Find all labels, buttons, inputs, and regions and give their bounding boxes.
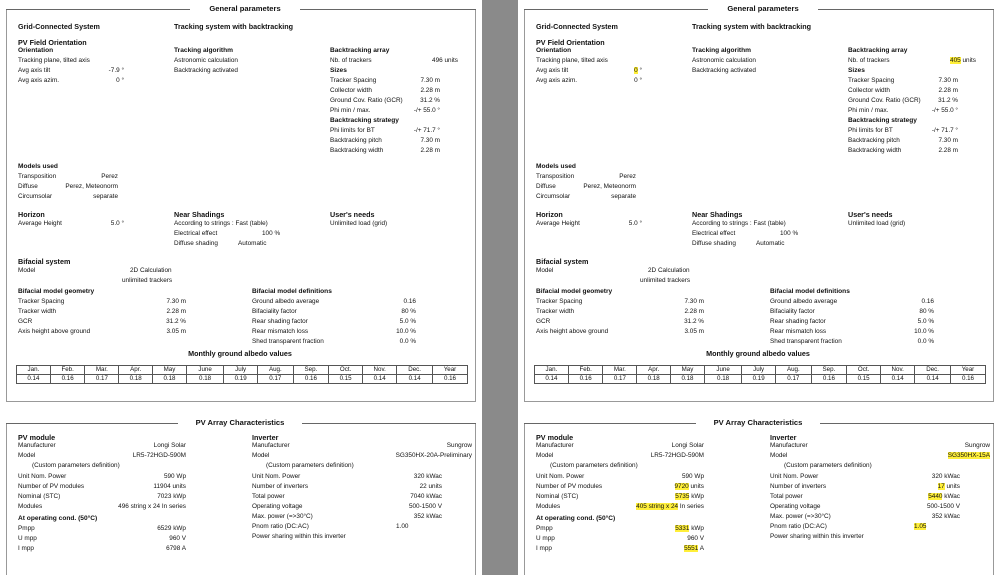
diffuse-label: Diffuse [536,183,556,190]
albedo-month-cell: Oct. [847,366,881,375]
albedo-value-cell: 0.18 [186,375,223,384]
inverter-unit-power-label: Unit Nom. Power [770,473,819,480]
ground-albedo-label: Ground albedo average [252,298,320,305]
albedo-month-cell: Year [432,366,467,375]
inverter-unit-power-label: Unit Nom. Power [252,473,301,480]
albedo-value-row [535,375,986,384]
modules-label: Modules [18,503,43,510]
bifacial-gcr-label: GCR [536,318,551,325]
circumsolar-label: Circumsolar [536,193,571,200]
rear-shading-value: 5.0 % [399,318,416,325]
sizes-heading: Sizes [330,67,347,74]
trackers-count-value: 496 units [432,57,458,64]
horizon-heading: Horizon [536,210,563,219]
bifacial-model-value2: unlimited trackers [122,277,173,284]
albedo-month-cell: Mar. [85,366,119,375]
transposition-label: Transposition [18,173,57,180]
umpp-value: 960 V [169,535,186,542]
backtracking-width-value: 2.28 m [938,147,958,154]
impp-value: 5551 A [684,545,704,552]
ground-albedo-value: 0.16 [403,298,416,305]
bifaciality-value: 80 % [401,308,416,315]
inverter-model-label: Model [252,452,270,459]
shed-fraction-label: Shed transparent fraction [252,338,324,345]
transposition-label: Transposition [536,173,575,180]
tracking-plane-text: Tracking plane, tilted axis [18,57,90,64]
power-sharing-text: Power sharing within this inverter [252,533,346,540]
albedo-value-cell: 0.15 [847,375,881,384]
bifacial-system-heading: Bifacial system [536,257,589,266]
axis-azimuth-value: 0 ° [116,77,124,84]
sizes-heading: Sizes [848,67,865,74]
axis-azimuth-label: Avg axis azim. [536,77,578,84]
albedo-month-cell: July [224,366,258,375]
albedo-value-cell: 0.17 [776,375,812,384]
collector-width-label: Collector width [848,87,890,94]
pv-module-heading: PV module [536,433,574,442]
tracking-system-title: Tracking system with backtracking [692,22,812,31]
bifacial-spacing-value: 7.30 m [166,298,186,305]
inverter-count-label: Number of inverters [770,483,827,490]
albedo-value-cell: 0.18 [671,375,705,384]
bifacial-spacing-label: Tracker Spacing [18,298,65,305]
collector-width-value: 2.28 m [420,87,440,94]
albedo-month-cell: June [704,366,741,375]
albedo-value-cell: 0.19 [224,375,258,384]
users-needs-value: Unlimited load (grid) [848,220,906,227]
module-model-label: Model [536,452,554,459]
tracking-algorithm-heading: Tracking algorithm [174,47,233,54]
bifacial-model-label: Model [18,267,36,274]
albedo-value-cell: 0.18 [153,375,187,384]
bifacial-model-value: 2D Calculation [648,267,690,274]
tracking-algorithm-line2: Backtracking activated [692,67,756,74]
bifacial-width-label: Tracker width [536,308,575,315]
module-unit-power-value: 590 Wp [163,473,186,480]
bifaciality-label: Bifaciality factor [252,308,297,315]
pmpp-label: Pmpp [536,525,553,532]
ground-albedo-label: Ground albedo average [770,298,838,305]
diffuse-shading-value: Automatic [756,240,785,247]
collector-width-label: Collector width [330,87,372,94]
module-manufacturer-label: Manufacturer [536,442,574,449]
inverter-count-label: Number of inverters [252,483,309,490]
total-power-label: Total power [770,493,803,500]
circumsolar-value: separate [611,193,636,200]
general-parameters-title: General parameters [708,4,818,14]
tracker-spacing-value: 7.30 m [938,77,958,84]
axis-tilt-value: 0 ° [634,67,642,74]
albedo-month-row [17,366,468,375]
albedo-month-cell: Sep. [293,366,329,375]
shed-fraction-value: 0.0 % [399,338,416,345]
grid-system-label: Grid-Connected System [18,22,100,31]
diffuse-shading-label: Diffuse shading [692,240,736,247]
albedo-value-cell: 0.14 [915,375,951,384]
module-count-label: Number of PV modules [18,483,85,490]
module-manufacturer-value: Longi Solar [153,442,186,449]
general-parameters-title: General parameters [190,4,300,14]
backtracking-array-heading: Backtracking array [848,47,908,54]
albedo-value-cell: 0.16 [950,375,985,384]
bifacial-definitions-heading: Bifacial model definitions [252,288,332,295]
axis-height-value: 3.05 m [166,328,186,335]
inverter-manufacturer-value: Sungrow [964,442,990,449]
impp-value: 6798 A [166,545,186,552]
operating-voltage-value: 500-1500 V [926,503,960,510]
operating-voltage-label: Operating voltage [770,503,821,510]
module-count-value: 11904 units [153,483,186,490]
tracker-spacing-value: 7.30 m [420,77,440,84]
users-needs-value: Unlimited load (grid) [330,220,388,227]
total-power-value: 7040 kWac [410,493,442,500]
axis-azimuth-value: 0 ° [634,77,642,84]
electrical-effect-value: 100 % [262,230,281,237]
operating-voltage-value: 500-1500 V [408,503,442,510]
tracking-algorithm-line1: Astronomic calculation [174,57,238,64]
diffuse-shading-label: Diffuse shading [174,240,218,247]
phi-limits-value: -/+ 71.7 ° [931,127,958,134]
albedo-month-cell: Aug. [776,366,812,375]
near-shadings-heading: Near Shadings [174,210,225,219]
pv-array-title: PV Array Characteristics [178,418,302,428]
albedo-month-row [535,366,986,375]
users-needs-heading: User's needs [848,210,893,219]
impp-label: I mpp [536,545,552,552]
gcr-label: Ground Cov. Ratio (GCR) [848,97,921,104]
albedo-value-cell: 0.17 [258,375,294,384]
albedo-month-cell: Nov. [880,366,914,375]
rear-shading-label: Rear shading factor [770,318,826,325]
bifacial-model-value: 2D Calculation [130,267,172,274]
axis-height-label: Axis height above ground [536,328,609,335]
module-unit-power-label: Unit Nom. Power [536,473,585,480]
inverter-manufacturer-value: Sungrow [446,442,472,449]
albedo-value-row [17,375,468,384]
max-power-label: Max. power (=>30°C) [770,513,831,520]
impp-label: I mpp [18,545,34,552]
bifacial-model-label: Model [536,267,554,274]
diffuse-value: Perez, Meteonorm [65,183,118,190]
bifacial-gcr-value: 31.2 % [684,318,704,325]
albedo-month-cell: Aug. [258,366,294,375]
bifacial-geometry-heading: Bifacial model geometry [536,288,613,295]
pv-array-title: PV Array Characteristics [696,418,820,428]
pv-module-heading: PV module [18,433,56,442]
tracker-spacing-label: Tracker Spacing [330,77,377,84]
tracking-system-title: Tracking system with backtracking [174,22,294,31]
albedo-value-cell: 0.14 [17,375,51,384]
inverter-model-value: SG350HX-20A-Preliminary [395,452,472,459]
albedo-month-cell: Year [950,366,985,375]
phi-limits-label: Phi limits for BT [848,127,893,134]
inverter-unit-power-value: 320 kWac [931,473,960,480]
inverter-manufacturer-label: Manufacturer [252,442,290,449]
modules-value: 496 string x 24 In series [118,503,186,510]
near-shadings-heading: Near Shadings [692,210,743,219]
albedo-value-cell: 0.15 [329,375,363,384]
near-shadings-line1: According to strings : Fast (table) [692,220,786,227]
bifacial-spacing-value: 7.30 m [684,298,704,305]
albedo-month-cell: Oct. [329,366,363,375]
backtracking-width-label: Backtracking width [848,147,902,154]
albedo-value-cell: 0.16 [568,375,603,384]
near-shadings-line1: According to strings : Fast (table) [174,220,268,227]
module-count-label: Number of PV modules [536,483,603,490]
orientation-heading: Orientation [536,47,572,54]
rear-mismatch-label: Rear mismatch loss [770,328,827,335]
bifacial-width-value: 2.28 m [684,308,704,315]
monthly-albedo-table [16,365,468,384]
report-page-left [0,0,482,575]
trackers-count-label: Nb. of trackers [848,57,890,64]
rear-mismatch-value: 10.0 % [914,328,934,335]
bifacial-gcr-label: GCR [18,318,33,325]
bifacial-gcr-value: 31.2 % [166,318,186,325]
pnom-ratio-label: Pnom ratio (DC:AC) [252,523,309,530]
report-page-right [518,0,1000,575]
pv-field-orientation-heading: PV Field Orientation [536,38,605,47]
pmpp-value: 5331 kWp [675,525,704,532]
albedo-month-cell: Feb. [50,366,85,375]
diffuse-label: Diffuse [18,183,38,190]
umpp-value: 960 V [687,535,704,542]
nominal-stc-label: Nominal (STC) [536,493,579,500]
nominal-stc-value: 5735 kWp [675,493,704,500]
modules-value: 405 string x 24 In series [636,503,704,510]
albedo-month-cell: May [671,366,705,375]
modules-label: Modules [536,503,561,510]
inverter-custom-definition: (Custom parameters definition) [266,462,354,469]
phi-minmax-label: Phi min / max. [848,107,889,114]
albedo-value-cell: 0.18 [704,375,741,384]
albedo-value-cell: 0.16 [811,375,847,384]
nominal-stc-value: 7023 kWp [157,493,186,500]
umpp-label: U mpp [18,535,37,542]
albedo-month-cell: June [186,366,223,375]
operating-cond-heading: At operating cond. (50°C) [18,515,98,522]
bifaciality-label: Bifaciality factor [770,308,815,315]
albedo-value-cell: 0.17 [603,375,637,384]
albedo-month-cell: Apr. [637,366,671,375]
phi-minmax-label: Phi min / max. [330,107,371,114]
backtracking-pitch-label: Backtracking pitch [330,137,382,144]
trackers-count-label: Nb. of trackers [330,57,372,64]
circumsolar-value: separate [93,193,118,200]
albedo-value-cell: 0.16 [50,375,85,384]
module-count-value: 9720 units [674,483,704,490]
albedo-value-cell: 0.14 [535,375,569,384]
axis-height-label: Axis height above ground [18,328,91,335]
tracking-plane-text: Tracking plane, tilted axis [536,57,608,64]
albedo-value-cell: 0.14 [397,375,433,384]
umpp-label: U mpp [536,535,555,542]
albedo-month-cell: Feb. [568,366,603,375]
bifacial-width-value: 2.28 m [166,308,186,315]
trackers-count-value: 405 units [950,57,976,64]
albedo-month-cell: July [742,366,776,375]
total-power-label: Total power [252,493,285,500]
ground-albedo-value: 0.16 [921,298,934,305]
albedo-value-cell: 0.14 [362,375,396,384]
phi-minmax-value: -/+ 55.0 ° [931,107,958,114]
backtracking-pitch-value: 7.30 m [420,137,440,144]
albedo-month-cell: Dec. [397,366,433,375]
albedo-month-cell: Mar. [603,366,637,375]
axis-tilt-label: Avg axis tilt [18,67,51,74]
electrical-effect-label: Electrical effect [692,230,736,237]
monthly-albedo-table [534,365,986,384]
module-manufacturer-value: Longi Solar [671,442,704,449]
orientation-heading: Orientation [18,47,54,54]
tracking-algorithm-heading: Tracking algorithm [692,47,751,54]
albedo-month-cell: Jan. [535,366,569,375]
tracking-algorithm-line2: Backtracking activated [174,67,238,74]
backtracking-array-heading: Backtracking array [330,47,390,54]
inverter-heading: Inverter [252,433,279,442]
power-sharing-text: Power sharing within this inverter [770,533,864,540]
max-power-value: 352 kWac [413,513,442,520]
users-needs-heading: User's needs [330,210,375,219]
bifacial-spacing-label: Tracker Spacing [536,298,583,305]
albedo-month-cell: Nov. [362,366,396,375]
gcr-label: Ground Cov. Ratio (GCR) [330,97,403,104]
module-custom-definition: (Custom parameters definition) [550,462,638,469]
albedo-month-cell: Apr. [119,366,153,375]
backtracking-strategy-heading: Backtracking strategy [848,117,917,124]
module-model-label: Model [18,452,36,459]
phi-minmax-value: -/+ 55.0 ° [413,107,440,114]
gcr-value: 31.2 % [420,97,440,104]
pnom-ratio-value: 1.05 [914,523,927,530]
tracker-spacing-label: Tracker Spacing [848,77,895,84]
diffuse-value: Perez, Meteonorm [583,183,636,190]
operating-voltage-label: Operating voltage [252,503,303,510]
shed-fraction-value: 0.0 % [917,338,934,345]
axis-height-value: 3.05 m [684,328,704,335]
inverter-unit-power-value: 320 kWac [413,473,442,480]
inverter-heading: Inverter [770,433,797,442]
electrical-effect-value: 100 % [780,230,799,237]
phi-limits-value: -/+ 71.7 ° [413,127,440,134]
average-height-value: 5.0 ° [110,220,124,227]
inverter-manufacturer-label: Manufacturer [770,442,808,449]
average-height-label: Average Height [18,220,62,227]
inverter-count-value: 22 units [419,483,442,490]
module-custom-definition: (Custom parameters definition) [32,462,120,469]
pnom-ratio-label: Pnom ratio (DC:AC) [770,523,827,530]
electrical-effect-label: Electrical effect [174,230,218,237]
max-power-value: 352 kWac [931,513,960,520]
transposition-value: Perez [101,173,118,180]
bifacial-system-heading: Bifacial system [18,257,71,266]
total-power-value: 5440 kWac [928,493,960,500]
axis-tilt-label: Avg axis tilt [536,67,569,74]
circumsolar-label: Circumsolar [18,193,53,200]
monthly-albedo-heading: Monthly ground albedo values [188,349,292,358]
module-unit-power-value: 590 Wp [681,473,704,480]
module-model-value: LR5-72HGD-590M [132,452,186,459]
rear-shading-value: 5.0 % [917,318,934,325]
phi-limits-label: Phi limits for BT [330,127,375,134]
albedo-value-cell: 0.14 [880,375,914,384]
albedo-month-cell: Dec. [915,366,951,375]
transposition-value: Perez [619,173,636,180]
backtracking-width-value: 2.28 m [420,147,440,154]
albedo-month-cell: May [153,366,187,375]
bifacial-model-value2: unlimited trackers [640,277,691,284]
max-power-label: Max. power (=>30°C) [252,513,313,520]
shed-fraction-label: Shed transparent fraction [770,338,842,345]
module-model-value: LR5-72HGD-590M [650,452,704,459]
backtracking-pitch-label: Backtracking pitch [848,137,900,144]
albedo-value-cell: 0.17 [85,375,119,384]
pv-field-orientation-heading: PV Field Orientation [18,38,87,47]
models-used-heading: Models used [18,163,58,170]
average-height-value: 5.0 ° [628,220,642,227]
inverter-model-label: Model [770,452,788,459]
axis-azimuth-label: Avg axis azim. [18,77,60,84]
rear-shading-label: Rear shading factor [252,318,308,325]
bifacial-geometry-heading: Bifacial model geometry [18,288,95,295]
module-manufacturer-label: Manufacturer [18,442,56,449]
average-height-label: Average Height [536,220,580,227]
monthly-albedo-heading: Monthly ground albedo values [706,349,810,358]
albedo-value-cell: 0.16 [293,375,329,384]
backtracking-width-label: Backtracking width [330,147,384,154]
diffuse-shading-value: Automatic [238,240,267,247]
pmpp-value: 6529 kWp [157,525,186,532]
rear-mismatch-value: 10.0 % [396,328,416,335]
module-unit-power-label: Unit Nom. Power [18,473,67,480]
axis-tilt-value: -7.9 ° [108,67,124,74]
bifacial-width-label: Tracker width [18,308,57,315]
albedo-month-cell: Jan. [17,366,51,375]
albedo-value-cell: 0.18 [637,375,671,384]
horizon-heading: Horizon [18,210,45,219]
nominal-stc-label: Nominal (STC) [18,493,61,500]
inverter-model-value: SG350HX-15A [947,452,990,459]
bifacial-definitions-heading: Bifacial model definitions [770,288,850,295]
albedo-value-cell: 0.19 [742,375,776,384]
inverter-count-value: 17 units [937,483,960,490]
operating-cond-heading: At operating cond. (50°C) [536,515,616,522]
pnom-ratio-value: 1.00 [396,523,409,530]
page-gutter [482,0,518,575]
grid-system-label: Grid-Connected System [536,22,618,31]
gcr-value: 31.2 % [938,97,958,104]
rear-mismatch-label: Rear mismatch loss [252,328,309,335]
pmpp-label: Pmpp [18,525,35,532]
inverter-custom-definition: (Custom parameters definition) [784,462,872,469]
albedo-value-cell: 0.18 [119,375,153,384]
tracking-algorithm-line1: Astronomic calculation [692,57,756,64]
models-used-heading: Models used [536,163,576,170]
backtracking-pitch-value: 7.30 m [938,137,958,144]
bifaciality-value: 80 % [919,308,934,315]
albedo-month-cell: Sep. [811,366,847,375]
albedo-value-cell: 0.16 [432,375,467,384]
backtracking-strategy-heading: Backtracking strategy [330,117,399,124]
collector-width-value: 2.28 m [938,87,958,94]
